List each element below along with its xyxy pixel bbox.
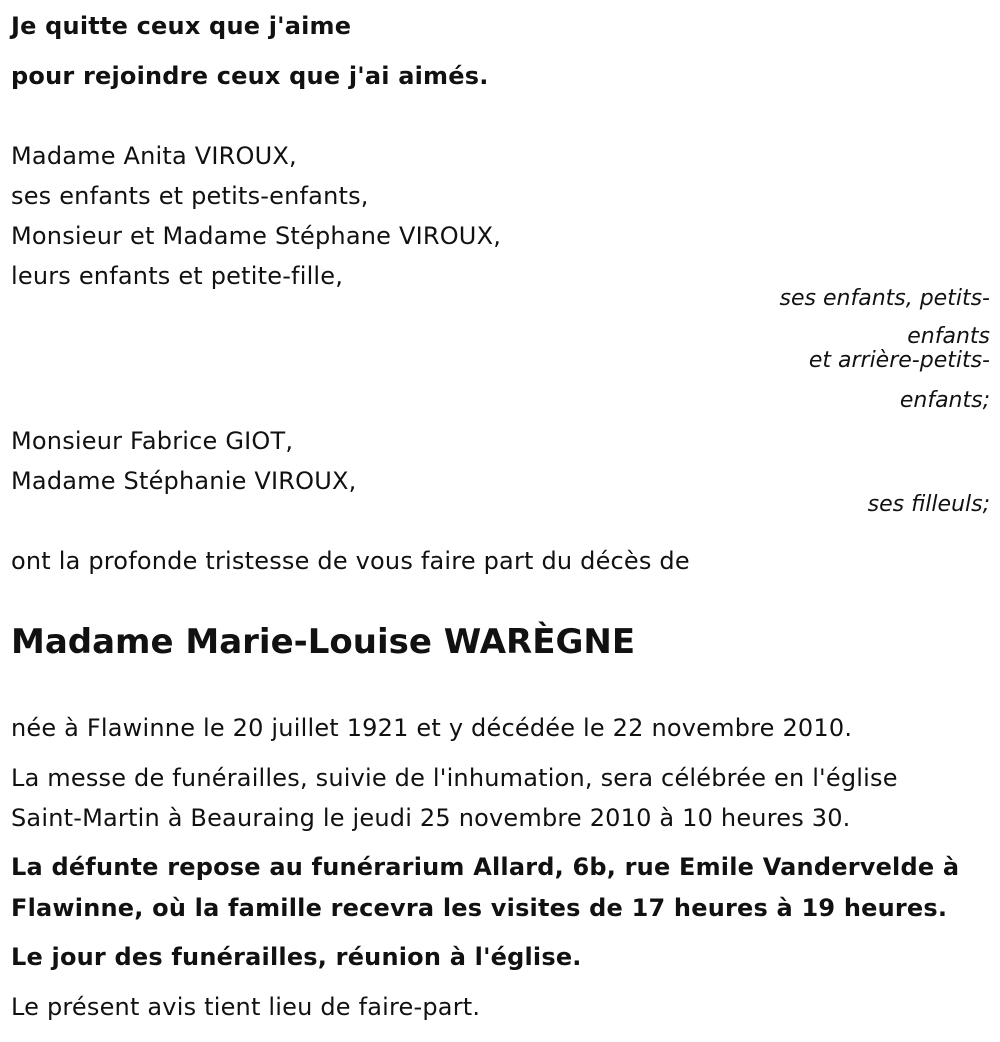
relation-line-2: enfants (907, 324, 990, 349)
family-line-4: leurs enfants et petite-fille, (11, 262, 344, 290)
relation-line-4: enfants; (899, 388, 990, 413)
funeral-mass-line-2: Saint-Martin à Beauraing le jeudi 25 novembre 2010 à 10 heures 30. (11, 804, 851, 832)
family-line-3: Monsieur et Madame Stéphane VIROUX, (11, 222, 502, 250)
epigraph-line-1: Je quitte ceux que j'aime (11, 12, 352, 40)
funeral-mass-line-1: La messe de funérailles, suivie de l'inhumation, sera célébrée en l'église (11, 764, 898, 792)
closing-text: Le présent avis tient lieu de faire-part. (11, 993, 481, 1021)
godchild-line-1: Monsieur Fabrice GIOT, (11, 427, 294, 455)
relation-line-3: et arrière-petits- (808, 348, 990, 373)
announcement-text: ont la profonde tristesse de vous faire part du décès de (11, 547, 690, 575)
godchild-line-2: Madame Stéphanie VIROUX, (11, 467, 357, 495)
meeting-text: Le jour des funérailles, réunion à l'église. (11, 943, 582, 971)
birth-death-text: née à Flawinne le 20 juillet 1921 et y décédée le 22 novembre 2010. (11, 714, 853, 742)
epigraph-line-2: pour rejoindre ceux que j'ai aimés. (11, 62, 489, 90)
funerarium-line-2: Flawinne, où la famille recevra les visites de 17 heures à 19 heures. (11, 894, 948, 922)
family-line-1: Madame Anita VIROUX, (11, 142, 297, 170)
funerarium-line-1: La défunte repose au funérarium Allard, 6b, rue Emile Vandervelde à (11, 853, 960, 881)
relation-line-1: ses enfants, petits- (779, 286, 990, 311)
family-line-2: ses enfants et petits-enfants, (11, 182, 369, 210)
deceased-name: Madame Marie-Louise WARÈGNE (11, 622, 636, 662)
godchild-relation: ses filleuls; (867, 492, 990, 517)
